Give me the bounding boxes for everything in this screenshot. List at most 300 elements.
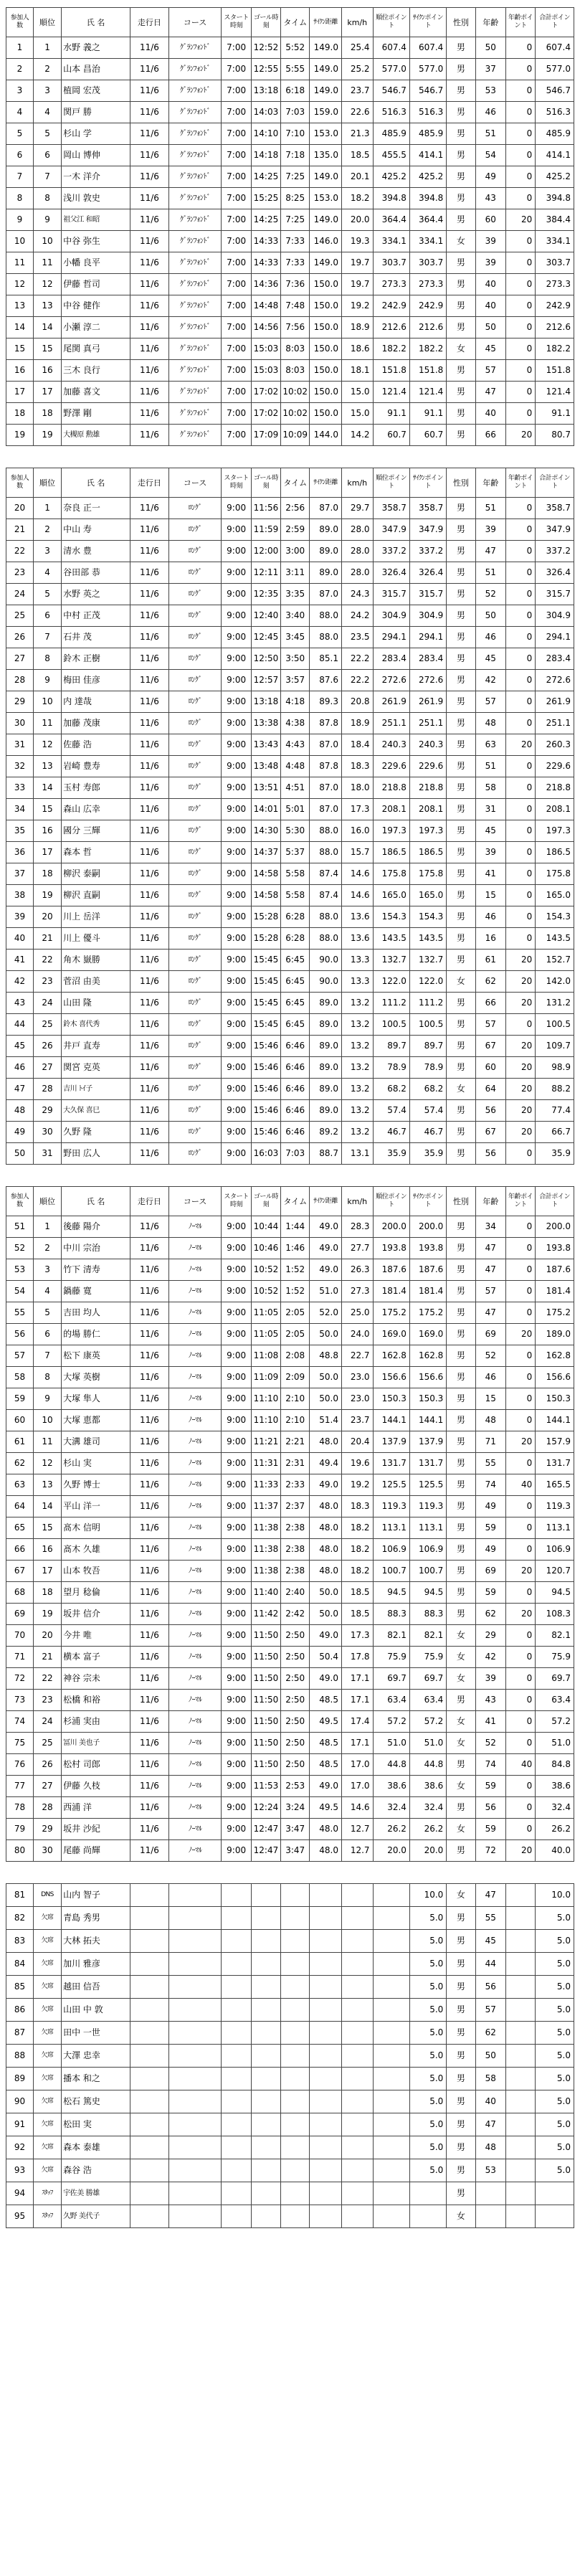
cell-age-point: 0 (505, 1281, 535, 1302)
cell-date: 11/6 (130, 863, 169, 885)
table-row (6, 498, 574, 519)
cell-goal-time: 11:21 (251, 1431, 280, 1453)
cell-rank: 欠席 (33, 1976, 61, 1999)
cell-cyclo-point: 175.8 (409, 863, 446, 885)
cell-entry-no: 30 (6, 713, 34, 734)
cell-distance: 90.0 (310, 950, 342, 971)
cell-entry-no: 28 (6, 670, 34, 691)
cell-age-point: 0 (505, 1797, 535, 1819)
cell-start-time: 9:00 (222, 1238, 251, 1259)
cell-rank-point: 106.9 (373, 1539, 409, 1561)
cell-time: 4:51 (281, 777, 310, 799)
cell-age: 57 (475, 1281, 505, 1302)
cell-total-point: 66.7 (536, 1122, 574, 1143)
cell-distance: 49.0 (310, 1238, 342, 1259)
cell-name: 鍋藤 寛 (62, 1281, 130, 1302)
cell-goal-time: 17:02 (251, 403, 280, 425)
cell-course: ｸﾞﾗﾝﾌｫﾝﾄﾞ (168, 338, 222, 360)
cell-age: 39 (475, 842, 505, 863)
cell-time: 6:46 (281, 1122, 310, 1143)
cell-course: ﾛﾝｸﾞ (168, 1057, 222, 1079)
cell-speed: 24.0 (341, 1324, 373, 1345)
cell-date: 11/6 (130, 123, 169, 145)
cell-date: 11/6 (130, 145, 169, 166)
cell-distance (310, 1953, 342, 1976)
cell-start-time (222, 2068, 251, 2090)
cell-time: 10:09 (281, 425, 310, 446)
cell-rank-point (373, 1953, 409, 1976)
cell-rank: 5 (33, 1302, 61, 1324)
cell-total-point: 193.8 (536, 1238, 574, 1259)
cell-speed: 18.9 (341, 713, 373, 734)
cell-age: 60 (475, 1057, 505, 1079)
cell-rank-point: 91.1 (373, 403, 409, 425)
cell-course: ﾛﾝｸﾞ (168, 820, 222, 842)
header-name: 氏 名 (62, 8, 130, 37)
cell-age: 56 (475, 1797, 505, 1819)
cell-time: 8:03 (281, 360, 310, 382)
cell-distance (310, 2205, 342, 2228)
cell-cyclo-point: 154.3 (409, 906, 446, 928)
cell-age-point (505, 1976, 535, 1999)
cell-age-point: 0 (505, 584, 535, 605)
cell-age-point: 0 (505, 102, 535, 123)
cell-course: ﾛﾝｸﾞ (168, 1036, 222, 1057)
cell-rank-point: 251.1 (373, 713, 409, 734)
cell-total-point: 546.7 (536, 80, 574, 102)
cell-rank: 10 (33, 691, 61, 713)
cell-rank: 21 (33, 1647, 61, 1668)
header-date: 走行日 (130, 8, 169, 37)
table-row (6, 317, 574, 338)
cell-rank-point: 82.1 (373, 1625, 409, 1647)
cell-date: 11/6 (130, 1625, 169, 1647)
cell-goal-time (251, 2113, 280, 2136)
cell-age: 59 (475, 1582, 505, 1604)
cell-date: 11/6 (130, 1324, 169, 1345)
cell-age-point: 0 (505, 1668, 535, 1690)
cell-rank-point (373, 1976, 409, 1999)
cell-entry-no: 15 (6, 338, 34, 360)
cell-gender: 男 (447, 102, 475, 123)
cell-goal-time: 11:38 (251, 1561, 280, 1582)
cell-date (130, 2182, 169, 2205)
cell-goal-time: 15:46 (251, 1100, 280, 1122)
cell-name: 加藤 茂康 (62, 713, 130, 734)
cell-cyclo-point: 60.7 (409, 425, 446, 446)
cell-speed: 13.2 (341, 993, 373, 1014)
cell-goal-time (251, 1884, 280, 1907)
cell-cyclo-point: 240.3 (409, 734, 446, 756)
cell-course: ﾛﾝｸﾞ (168, 584, 222, 605)
table-row (6, 1604, 574, 1625)
cell-cyclo-point: 122.0 (409, 971, 446, 993)
cell-cyclo-point: 144.1 (409, 1410, 446, 1431)
cell-rank: 9 (33, 670, 61, 691)
cell-age-point: 0 (505, 691, 535, 713)
cell-goal-time: 13:43 (251, 734, 280, 756)
cell-speed (341, 2205, 373, 2228)
cell-date: 11/6 (130, 1776, 169, 1797)
cell-distance: 150.0 (310, 360, 342, 382)
table-row (6, 1999, 574, 2022)
cell-entry-no: 88 (6, 2045, 34, 2068)
cell-rank: 27 (33, 1057, 61, 1079)
cell-entry-no: 47 (6, 1079, 34, 1100)
cell-course: ﾉｰﾏﾙ (168, 1711, 222, 1733)
table-row (6, 1474, 574, 1496)
cell-goal-time: 11:40 (251, 1582, 280, 1604)
table-row (6, 1582, 574, 1604)
cell-cyclo-point: 5.0 (409, 2090, 446, 2113)
cell-course: ﾉｰﾏﾙ (168, 1561, 222, 1582)
cell-rank-point: 68.2 (373, 1079, 409, 1100)
cell-rank-point: 364.4 (373, 209, 409, 231)
cell-total-point: 5.0 (536, 1953, 574, 1976)
cell-course: ｸﾞﾗﾝﾌｫﾝﾄﾞ (168, 425, 222, 446)
cell-gender: 男 (447, 648, 475, 670)
cell-gender: 女 (447, 971, 475, 993)
cell-date: 11/6 (130, 1517, 169, 1539)
cell-age-point: 0 (505, 317, 535, 338)
cell-speed: 24.2 (341, 605, 373, 627)
cell-start-time: 7:00 (222, 80, 251, 102)
cell-rank: 21 (33, 928, 61, 950)
cell-age-point: 20 (505, 1431, 535, 1453)
cell-distance: 89.0 (310, 562, 342, 584)
cell-name: 大塚 英樹 (62, 1367, 130, 1388)
cell-name: 杉山 実 (62, 1453, 130, 1474)
table-row (6, 382, 574, 403)
cell-speed: 27.3 (341, 1281, 373, 1302)
cell-cyclo-point: 364.4 (409, 209, 446, 231)
cell-cyclo-point: 5.0 (409, 2113, 446, 2136)
cell-gender: 男 (447, 605, 475, 627)
table-row (6, 166, 574, 188)
cell-time: 7:03 (281, 102, 310, 123)
cell-rank-point (373, 2205, 409, 2228)
cell-rank: 16 (33, 820, 61, 842)
cell-entry-no: 27 (6, 648, 34, 670)
cell-total-point: 294.1 (536, 627, 574, 648)
cell-goal-time: 11:42 (251, 1604, 280, 1625)
cell-age-point: 0 (505, 80, 535, 102)
cell-time: 3:47 (281, 1819, 310, 1840)
cell-name: 森本 泰雄 (62, 2136, 130, 2159)
cell-date: 11/6 (130, 209, 169, 231)
cell-date (130, 2022, 169, 2045)
cell-course: ﾉｰﾏﾙ (168, 1259, 222, 1281)
cell-age (475, 2205, 505, 2228)
cell-start-time: 9:00 (222, 777, 251, 799)
cell-course: ﾉｰﾏﾙ (168, 1819, 222, 1840)
cell-speed: 28.0 (341, 519, 373, 541)
cell-total-point: 69.7 (536, 1668, 574, 1690)
cell-course: ﾛﾝｸﾞ (168, 885, 222, 906)
cell-speed: 20.8 (341, 691, 373, 713)
cell-total-point: 51.0 (536, 1733, 574, 1754)
cell-start-time: 9:00 (222, 627, 251, 648)
cell-speed: 24.3 (341, 584, 373, 605)
cell-name: 中川 宗治 (62, 1238, 130, 1259)
cell-gender: 男 (447, 2022, 475, 2045)
cell-time: 7:56 (281, 317, 310, 338)
header-rank-point: 順位ポイント (373, 1187, 409, 1216)
cell-rank-point: 113.1 (373, 1517, 409, 1539)
cell-date: 11/6 (130, 1604, 169, 1625)
cell-course (168, 2045, 222, 2068)
cell-age: 46 (475, 906, 505, 928)
cell-speed: 17.1 (341, 1668, 373, 1690)
cell-cyclo-point: 186.5 (409, 842, 446, 863)
cell-rank: 22 (33, 950, 61, 971)
cell-age-point (505, 2182, 535, 2205)
cell-goal-time: 15:46 (251, 1079, 280, 1100)
cell-gender: 女 (447, 1776, 475, 1797)
cell-course: ﾛﾝｸﾞ (168, 1014, 222, 1036)
table-row (6, 338, 574, 360)
cell-distance: 146.0 (310, 231, 342, 252)
cell-age: 39 (475, 519, 505, 541)
cell-age: 48 (475, 1410, 505, 1431)
cell-rank: 3 (33, 541, 61, 562)
cell-gender: 男 (447, 1259, 475, 1281)
cell-entry-no: 14 (6, 317, 34, 338)
cell-speed: 23.5 (341, 627, 373, 648)
cell-course: ﾛﾝｸﾞ (168, 1122, 222, 1143)
cell-entry-no: 36 (6, 842, 34, 863)
cell-time: 3:45 (281, 627, 310, 648)
cell-course: ｸﾞﾗﾝﾌｫﾝﾄﾞ (168, 209, 222, 231)
cell-age: 49 (475, 166, 505, 188)
cell-time: 6:45 (281, 1014, 310, 1036)
cell-age-point: 0 (505, 648, 535, 670)
cell-entry-no: 26 (6, 627, 34, 648)
cell-date: 11/6 (130, 691, 169, 713)
cell-distance: 49.0 (310, 1668, 342, 1690)
cell-gender: 男 (447, 562, 475, 584)
cell-total-point: 315.7 (536, 584, 574, 605)
cell-start-time: 9:00 (222, 1690, 251, 1711)
cell-rank: 15 (33, 1517, 61, 1539)
cell-name: 加藤 喜文 (62, 382, 130, 403)
cell-date: 11/6 (130, 498, 169, 519)
cell-total-point: 197.3 (536, 820, 574, 842)
cell-entry-no: 74 (6, 1711, 34, 1733)
cell-gender: 男 (447, 2159, 475, 2182)
cell-speed: 21.3 (341, 123, 373, 145)
cell-start-time: 9:00 (222, 1797, 251, 1819)
cell-goal-time: 10:52 (251, 1281, 280, 1302)
cell-speed: 23.0 (341, 1367, 373, 1388)
cell-entry-no: 52 (6, 1238, 34, 1259)
cell-goal-time: 11:38 (251, 1517, 280, 1539)
cell-rank: 3 (33, 80, 61, 102)
cell-entry-no: 63 (6, 1474, 34, 1496)
table-row (6, 1410, 574, 1431)
cell-speed: 28.3 (341, 1216, 373, 1238)
cell-time: 8:03 (281, 338, 310, 360)
cell-age-point: 20 (505, 1324, 535, 1345)
cell-entry-no: 11 (6, 252, 34, 274)
cell-entry-no: 57 (6, 1345, 34, 1367)
cell-goal-time: 11:10 (251, 1410, 280, 1431)
cell-course (168, 2205, 222, 2228)
cell-course: ﾛﾝｸﾞ (168, 670, 222, 691)
cell-total-point: 5.0 (536, 2113, 574, 2136)
cell-name: 平山 洋一 (62, 1496, 130, 1517)
cell-course: ｸﾞﾗﾝﾌｫﾝﾄﾞ (168, 274, 222, 295)
cell-speed: 18.5 (341, 1582, 373, 1604)
cell-course: ﾉｰﾏﾙ (168, 1238, 222, 1259)
cell-entry-no: 41 (6, 950, 34, 971)
cell-name: 山田 中 敦 (62, 1999, 130, 2022)
cell-time: 2:50 (281, 1754, 310, 1776)
cell-cyclo-point: 5.0 (409, 2022, 446, 2045)
cell-start-time: 9:00 (222, 605, 251, 627)
cell-age: 40 (475, 274, 505, 295)
cell-name: 加川 雅彦 (62, 1953, 130, 1976)
header-goal: ゴール時刻 (251, 8, 280, 37)
cell-age: 62 (475, 2022, 505, 2045)
cell-start-time (222, 2159, 251, 2182)
cell-cyclo-point: 94.5 (409, 1582, 446, 1604)
cell-name: 祖父江 和昭 (62, 209, 130, 231)
cell-entry-no: 53 (6, 1259, 34, 1281)
cell-distance: 87.0 (310, 799, 342, 820)
cell-start-time: 7:00 (222, 37, 251, 59)
cell-course: ｸﾞﾗﾝﾌｫﾝﾄﾞ (168, 252, 222, 274)
cell-start-time: 9:00 (222, 1561, 251, 1582)
cell-total-point: 337.2 (536, 541, 574, 562)
cell-speed (341, 2022, 373, 2045)
cell-course: ｸﾞﾗﾝﾌｫﾝﾄﾞ (168, 295, 222, 317)
table-row (6, 1100, 574, 1122)
cell-entry-no: 42 (6, 971, 34, 993)
cell-gender: 女 (447, 1625, 475, 1647)
cell-goal-time (251, 2090, 280, 2113)
cell-date (130, 2136, 169, 2159)
table-row (6, 123, 574, 145)
cell-cyclo-point: 169.0 (409, 1324, 446, 1345)
cell-name: 一木 洋介 (62, 166, 130, 188)
cell-gender: 男 (447, 1604, 475, 1625)
table-row (6, 1388, 574, 1410)
cell-total-point: 100.5 (536, 1014, 574, 1036)
table-row (6, 403, 574, 425)
cell-age: 40 (475, 295, 505, 317)
cell-rank: 8 (33, 1367, 61, 1388)
cell-distance: 88.0 (310, 928, 342, 950)
cell-start-time: 9:00 (222, 1036, 251, 1057)
cell-speed: 20.1 (341, 166, 373, 188)
cell-goal-time: 11:31 (251, 1453, 280, 1474)
cell-rank: 15 (33, 338, 61, 360)
cell-date: 11/6 (130, 1561, 169, 1582)
table-row (6, 188, 574, 209)
cell-rank-point: 100.5 (373, 1014, 409, 1036)
cell-distance (310, 1999, 342, 2022)
cell-time: 6:46 (281, 1057, 310, 1079)
cell-goal-time: 15:46 (251, 1057, 280, 1079)
cell-name: 川上 優斗 (62, 928, 130, 950)
table-row (6, 425, 574, 446)
cell-distance: 89.0 (310, 519, 342, 541)
cell-rank-point (373, 2182, 409, 2205)
cell-distance: 88.0 (310, 605, 342, 627)
header-date: 走行日 (130, 1187, 169, 1216)
cell-cyclo-point: 182.2 (409, 338, 446, 360)
cell-rank-point: 347.9 (373, 519, 409, 541)
cell-goal-time: 11:05 (251, 1302, 280, 1324)
cell-total-point: 162.8 (536, 1345, 574, 1367)
cell-cyclo-point: 187.6 (409, 1259, 446, 1281)
table-row (6, 1840, 574, 1862)
cell-name: 田中 一世 (62, 2022, 130, 2045)
cell-rank: 23 (33, 971, 61, 993)
cell-rank: 8 (33, 188, 61, 209)
cell-age-point: 0 (505, 498, 535, 519)
cell-name: 播本 和之 (62, 2068, 130, 2090)
cell-age: 43 (475, 188, 505, 209)
cell-entry-no: 90 (6, 2090, 34, 2113)
cell-age: 67 (475, 1122, 505, 1143)
cell-rank: 12 (33, 274, 61, 295)
cell-name: 柳沢 直嗣 (62, 885, 130, 906)
cell-time: 1:46 (281, 1238, 310, 1259)
cell-time: 5:52 (281, 37, 310, 59)
cell-cyclo-point: 68.2 (409, 1079, 446, 1100)
cell-speed: 15.0 (341, 382, 373, 403)
cell-time: 2:21 (281, 1431, 310, 1453)
cell-entry-no: 93 (6, 2159, 34, 2182)
cell-speed: 25.0 (341, 1302, 373, 1324)
cell-time (281, 1930, 310, 1953)
table-row (6, 2022, 574, 2045)
cell-age-point: 0 (505, 627, 535, 648)
cell-goal-time: 11:50 (251, 1625, 280, 1647)
cell-total-point: 131.7 (536, 1453, 574, 1474)
cell-course: ｸﾞﾗﾝﾌｫﾝﾄﾞ (168, 123, 222, 145)
table-row (6, 1976, 574, 1999)
cell-rank: 25 (33, 1733, 61, 1754)
cell-cyclo-point: 162.8 (409, 1345, 446, 1367)
cell-age-point (505, 2022, 535, 2045)
cell-date: 11/6 (130, 231, 169, 252)
table-row (6, 691, 574, 713)
cell-total-point: 577.0 (536, 59, 574, 80)
cell-time: 1:44 (281, 1216, 310, 1238)
cell-speed: 22.2 (341, 648, 373, 670)
cell-age-point: 0 (505, 1302, 535, 1324)
cell-distance: 88.0 (310, 842, 342, 863)
cell-start-time (222, 2136, 251, 2159)
cell-cyclo-point: 315.7 (409, 584, 446, 605)
cell-start-time: 7:00 (222, 188, 251, 209)
cell-start-time: 9:00 (222, 691, 251, 713)
cell-total-point: 157.9 (536, 1431, 574, 1453)
cell-distance: 150.0 (310, 317, 342, 338)
cell-distance: 87.0 (310, 734, 342, 756)
cell-age: 40 (475, 403, 505, 425)
cell-distance (310, 2159, 342, 2182)
cell-name: 奈良 正一 (62, 498, 130, 519)
cell-age-point: 40 (505, 1474, 535, 1496)
cell-rank: 2 (33, 1238, 61, 1259)
cell-speed: 12.7 (341, 1819, 373, 1840)
cell-cyclo-point: 44.8 (409, 1754, 446, 1776)
cell-time (281, 2068, 310, 2090)
